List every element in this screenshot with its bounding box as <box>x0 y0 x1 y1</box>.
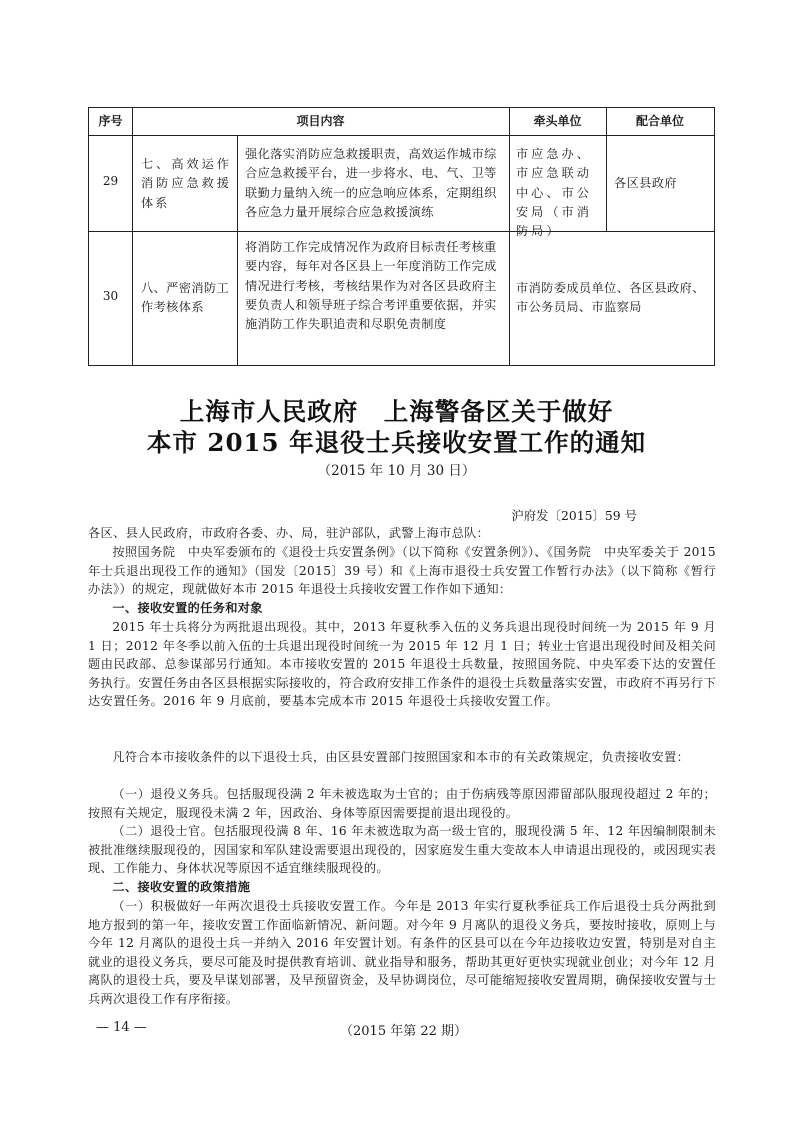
table-divider <box>89 231 714 232</box>
row-content: 将消防工作完成情况作为政府目标责任考核重要内容，每年对各区县上一年度消防工作完成情况进行考核，考核结果作为对各区县政府主要负责人和领导班子综合考评重要依据，并实施消防工作失职追责和尽职免责制度 <box>245 240 497 332</box>
row-seq: 30 <box>102 289 119 303</box>
section1-paragraph1: 2015 年士兵将分为两批退出现役。其中，2013 年夏秋季入伍的义务兵退出现役时间统一为 2015 年 9 月 1 日；2012 年冬季以前入伍的士兵退出现役时间统一为 2015 年 12 月 1 日；转业士官退出现役时间及相关问题由民政部、总参谋部另行通知。本市接收安置的 2015 年退役士兵数量，按照国务院、中央军委下达的安置任务执行。安置任务由各区县根据实际接收的，符合政府安排工作条件的退役士兵数量落实安置，市政府不再另行下达安置任务。2016 年 9 月底前，要基本完成本市 2015 年退役士兵接收安置工作。 <box>88 620 716 709</box>
intro-paragraph: 按照国务院 中央军委颁布的《退役士兵安置条例》（以下简称《安置条例》）、《国务院 中央军委关于 2015 年士兵退出现役工作的通知》（国发〔2015〕39 号）和《上海市退役士兵安置工作暂行办法》（以下简称《暂行办法》）的规定，现就做好本市 2015 年退役士兵接收安置工作作如下通知： <box>88 545 716 597</box>
section1-paragraph2: 凡符合本市接收条件的以下退役士兵，由区县安置部门按照国家和本市的有关政策规定，负责接收安置： <box>112 750 690 764</box>
item-text: 今年是 2013 年实行夏秋季征兵工作后退役士兵分两批到地方报到的第一年，接收安置工作面临新情况、新问题。对今年 9 月离队的退役义务兵，要按时接收，原则上与今年 12 月离队的退役士兵一并纳入 2016 年安置计划。有条件的区县可以在今年边接收边安置，特别是对自主就业的退役义务兵，要尽可能及时提供教育培训、就业指导和服务，帮助其更好更快实现就业创业；对今年 12 月离队的退役士兵，要及早谋划部署，及早预留资金，及早协调岗位，尽可能缩短接收安置周期，确保接收安置与士兵两次退役工作有序衔接。 <box>88 899 716 1006</box>
section2-heading: 二、接收安置的政策措施 <box>112 880 251 894</box>
item-label: （一）退役义务兵。 <box>112 787 227 801</box>
header-cooperate: 配合单位 <box>635 114 684 128</box>
row-lead: 市应急办、市应急联动中心、市公安局（市消防局） <box>516 147 592 239</box>
header-content: 项目内容 <box>296 114 345 128</box>
header-lead: 牵头单位 <box>533 114 582 128</box>
recipients: 各区、县人民政府，市政府各委、办、局，驻沪部队，武警上海市总队： <box>88 526 490 540</box>
section1-item1 <box>88 785 716 822</box>
table-divider <box>509 108 510 365</box>
item-label: （一）积极做好一年两次退役士兵接收安置工作。 <box>112 899 394 913</box>
item-text: 包括服现役满 2 年未被选取为士官的；由于伤病残等原因滞留部队服现役超过 2 年的；按照有关规定，服现役未满 2 年，因政治、身体等原因需要提前退出现役的。 <box>88 787 716 820</box>
row-seq: 29 <box>102 174 119 188</box>
header-seq: 序号 <box>98 114 123 128</box>
notice-title-line2: 本市 2015 年退役士兵接收安置工作的通知 <box>146 428 647 457</box>
issue-number: （2015 年第 22 期） <box>340 1024 468 1039</box>
row-cooperate: 各区县政府 <box>614 176 677 190</box>
table-divider <box>237 135 238 365</box>
measures-table <box>88 107 715 366</box>
row-content: 强化落实消防应急救援职责，高效运作城市综合应急救援平台，进一步将水、电、气、卫等联勤力量纳入统一的应急响应体系，定期组织各应急力量开展综合应急救援演练 <box>245 147 497 219</box>
section1-heading: 一、接收安置的任务和对象 <box>112 601 263 615</box>
row-category: 八、严密消防工作考核体系 <box>141 281 230 315</box>
notice-title-line1: 上海市人民政府 上海警备区关于做好 <box>179 397 614 426</box>
row-category: 七、高效运作消防应急救援体系 <box>141 157 231 210</box>
section1-item2 <box>88 822 716 878</box>
page-number: — 14 — <box>96 1020 147 1035</box>
table-divider <box>89 135 714 136</box>
notice-date: （2015 年 10 月 30 日） <box>317 463 476 479</box>
document-number: 沪府发〔2015〕59 号 <box>511 508 637 523</box>
item-text: 包括服现役满 8 年、16 年未被选取为高一级士官的，服现役满 5 年、12 年因编制限制未被批准继续服现役的，因国家和军队建设需要退出现役的，因家庭发生重大变故本人申请退出现役的，或因现实表现、工作能力、身体状况等原因不适宜继续服现役的。 <box>88 824 716 876</box>
table-divider <box>132 108 133 365</box>
row-lead-cooperate: 市消防委成员单位、各区县政府、市公务员局、市监察局 <box>516 281 705 315</box>
item-label: （二）退役士官。 <box>112 824 214 838</box>
section2-item1 <box>88 897 716 1009</box>
